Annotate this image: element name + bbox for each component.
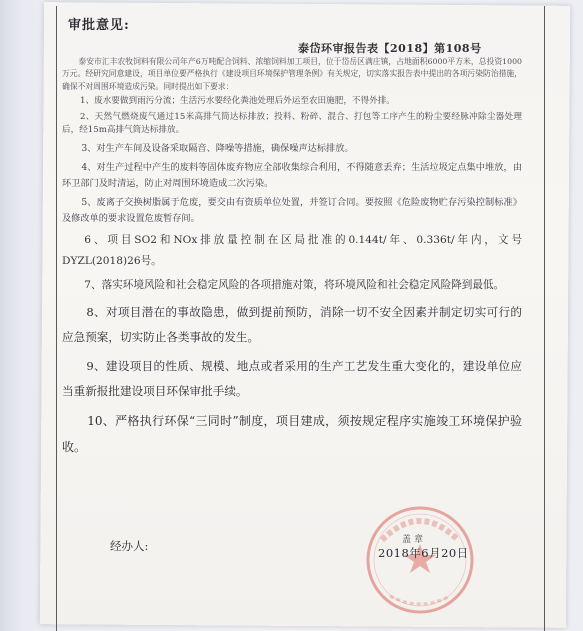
requirement-9: 9、建设项目的性质、规模、地点或者采用的生产工艺发生重大变化的，建设单位应当重新报批建设项目环保审批手续。 — [62, 359, 522, 399]
requirement-6: 6、项目SO2和NOx排放量控制在区局批准的0.144t/年、0.336t/年内，文号DYZL(2018)26号。 — [62, 234, 522, 268]
approval-heading: 审批意见: — [68, 18, 130, 33]
requirement-1: 1、废水要做到雨污分流；生活污水要经化粪池处理后外运至农田施肥，不得外排。 — [80, 95, 395, 106]
stamp-label: 盖章 — [402, 535, 427, 545]
approval-date: 2018年6月20日 — [378, 546, 469, 560]
requirement-3: 3、对生产车间及设备采取隔音、降噪等措施，确保噪声达标排放。 — [81, 143, 354, 155]
approval-body — [62, 56, 522, 460]
requirement-2: 2、天然气燃烧废气通过15米高排气筒达标排放；投料、粉碎、混合、打包等工序产生的粉尘要经脉冲除尘器处理后，经15m高排气筒达标排放。 — [62, 111, 522, 136]
document-number: 泰岱环审报告表【2018】第108号 — [298, 42, 482, 55]
requirement-8: 8、对项目潜在的事故隐患，做到提前预防，消除一切不安全因素并制定切实可行的应急预案，切实防止各类事故的发生。 — [62, 305, 522, 345]
requirement-5: 5、废离子交换树脂属于危废，要交由有资质单位处置，并签订合同。要按照《危险废物贮存污染控制标准》及修改单的要求设置危废暂存间。 — [62, 197, 522, 225]
requirement-4: 4、对生产过程中产生的废料等固体废弃物应全部收集综合利用，不得随意丢弃；生活垃圾定点集中堆放，由环卫部门及时清运，防止对周围环境造成二次污染。 — [62, 162, 522, 190]
requirement-7: 7、落实环境风险和社会稳定风险的各项措施对策，将环境风险和社会稳定风险降到最低。 — [84, 279, 505, 292]
intro-paragraph: 泰安市汇丰农牧饲料有限公司年产6万吨配合饲料、浓缩饲料加工项目，位于岱岳区满庄镇，占地面积6000平方米，总投资1000万元。经研究同意建设，项目单位要严格执行《建设项目环境保护管理条例》有关规定，切实落实报告表中提出的各项污染防治措施，确保不对周围环境造成污染。同时提出如下要求： — [62, 57, 523, 91]
requirement-10: 10、严格执行环保“三同时”制度，项目建成，须按规定程序实施竣工环境保护验收。 — [62, 414, 522, 455]
signer-label: 经办人: — [110, 539, 149, 553]
